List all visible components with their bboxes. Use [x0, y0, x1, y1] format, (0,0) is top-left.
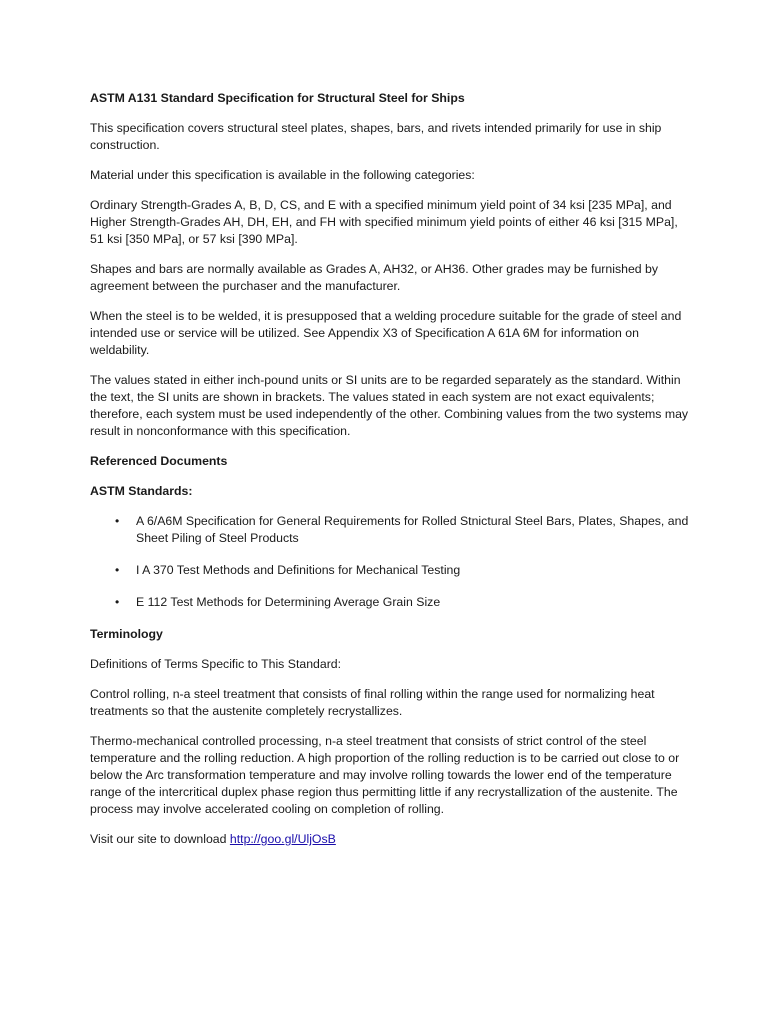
- bullet-icon: •: [115, 514, 120, 528]
- bullet-icon: •: [115, 563, 120, 577]
- astm-standards-heading: ASTM Standards:: [90, 484, 193, 498]
- document-page: [90, 90, 690, 861]
- definitions-intro-paragraph: Definitions of Terms Specific to This Standard:: [90, 657, 342, 671]
- document-title: ASTM A131 Standard Specification for Structural Steel for Ships: [90, 91, 465, 105]
- download-paragraph: [90, 831, 690, 848]
- units-paragraph: The values stated in either inch-pound units or SI units are to be regarded separately as the standard. Within the text, the SI units are shown in brackets. The values stated in each system are not exact equivalents; therefore, each system must be used independently of the other. Combining values from the two systems may result in nonconformance with this specification.: [90, 373, 689, 438]
- list-item: [90, 513, 690, 547]
- intro-paragraph: This specification covers structural steel plates, shapes, bars, and rivets intended primarily for use in ship construction.: [90, 121, 662, 152]
- download-link[interactable]: http://goo.gl/UljOsB: [229, 832, 336, 846]
- reference-text: A 6/A6M Specification for General Requirements for Rolled Stnictural Steel Bars, Plates, Shapes, and Sheet Piling of Steel Products: [136, 514, 689, 545]
- references-list: [90, 513, 690, 611]
- control-rolling-paragraph: Control rolling, n-a steel treatment that consists of final rolling within the range used for normalizing heat treatments so that the austenite completely recrystallizes.: [90, 687, 655, 718]
- terminology-heading: Terminology: [90, 627, 163, 641]
- list-item: [90, 594, 690, 611]
- referenced-documents-heading: Referenced Documents: [90, 454, 228, 468]
- reference-text: E 112 Test Methods for Determining Average Grain Size: [136, 595, 441, 609]
- welding-paragraph: When the steel is to be welded, it is presupposed that a welding procedure suitable for the grade of steel and intended use or service will be utilized. See Appendix X3 of Specification A 61A 6M for information on weldability.: [90, 309, 682, 357]
- bullet-icon: •: [115, 595, 120, 609]
- list-item: [90, 562, 690, 579]
- grades-paragraph: Ordinary Strength-Grades A, B, D, CS, and E with a specified minimum yield point of 34 ksi [235 MPa], and Higher Strength-Grades AH, DH, EH, and FH with specified minimum yield points of either 46 ksi [315 MPa], 51 ksi [350 MPa], or 57 ksi [390 MPa].: [90, 198, 678, 246]
- categories-intro-paragraph: Material under this specification is available in the following categories:: [90, 168, 475, 182]
- download-prefix: Visit our site to download: [90, 832, 230, 846]
- reference-text: I A 370 Test Methods and Definitions for Mechanical Testing: [136, 563, 461, 577]
- thermo-mechanical-paragraph: Thermo-mechanical controlled processing, n-a steel treatment that consists of strict control of the steel temperature and the rolling reduction. A high proportion of the rolling reduction is to be carried out close to or below the Arc transformation temperature and may involve rolling towards the lower end of the temperature range of the intercritical duplex phase region thus permitting little if any recrystallization of the austenite. The process may involve accelerated cooling on completion of rolling.: [90, 734, 680, 816]
- shapes-bars-paragraph: Shapes and bars are normally available as Grades A, AH32, or AH36. Other grades may be furnished by agreement between the purchaser and the manufacturer.: [90, 262, 659, 293]
